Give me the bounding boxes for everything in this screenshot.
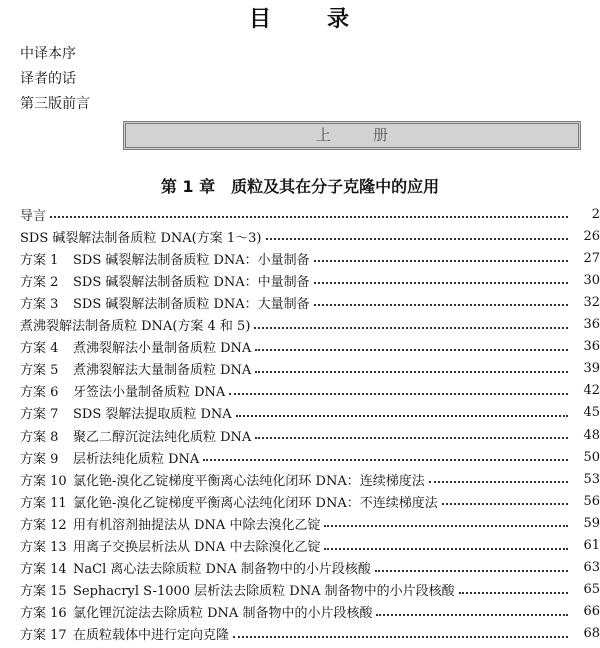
toc-entry-leader-dots [254,327,568,329]
toc-entry-title: 层析法纯化质粒 DNA [73,451,200,467]
toc-entry-leader-dots [50,216,568,218]
toc-entry-protocol-label: 方案 11 [20,495,67,511]
toc-entry-page-number: 63 [583,560,600,576]
front-matter-translator-note[interactable]: 译者的话 [20,71,76,87]
toc-entry-title: 氯化铯-溴化乙锭梯度平衡离心法纯化闭环 DNA：连续梯度法 [73,473,425,489]
toc-entry[interactable] [0,513,600,533]
page-title-char-2: 录 [327,7,352,32]
toc-entry-title: 导言 [20,208,47,224]
toc-entry[interactable] [0,425,600,445]
toc-entry-leader-dots [314,304,568,306]
toc-entry[interactable] [0,381,600,401]
toc-entry-page-number: 26 [583,228,600,244]
toc-entry-title: 煮沸裂解法小量制备质粒 DNA [73,341,252,357]
toc-entry-protocol-label: 方案 10 [20,473,67,489]
toc-entry-title: SDS 碱裂解法制备质粒 DNA(方案 1～3) [20,230,262,246]
front-matter-preface[interactable]: 中译本序 [20,46,76,62]
toc-entry-protocol-label: 方案 15 [20,584,67,600]
toc-entry-page-number: 30 [583,272,600,288]
toc-entry-leader-dots [442,503,568,505]
toc-entry[interactable] [0,624,600,644]
toc-entry-title: SDS 裂解法提取质粒 DNA [73,407,232,423]
toc-entry[interactable] [0,226,600,246]
toc-entry-protocol-label: 方案 8 [20,429,59,445]
toc-entry-title: 牙签法小量制备质粒 DNA [73,385,226,401]
volume-banner [123,121,581,150]
toc-entry[interactable] [0,403,600,423]
toc-entry-protocol-label: 方案 9 [20,451,59,467]
toc-entry-leader-dots [229,393,568,395]
toc-entry-page-number: 2 [591,206,600,222]
toc-entry-page-number: 48 [583,427,600,443]
page-title-char-1: 目 [248,7,273,32]
volume-banner-char-1: 上 [315,126,331,144]
toc-entry-protocol-label: 方案 3 [20,296,59,312]
toc-entry-protocol-label: 方案 12 [20,517,67,533]
toc-entry-leader-dots [376,614,568,616]
toc-entry-page-number: 68 [583,626,600,642]
toc-entry[interactable] [0,469,600,489]
front-matter-third-edition-preface[interactable]: 第三版前言 [20,96,90,112]
toc-entry-protocol-label: 方案 16 [20,606,67,622]
toc-entry-title: Sephacryl S-1000 层析法去除质粒 DNA 制备物中的小片段核酸 [73,584,455,600]
toc-entry-protocol-label: 方案 6 [20,385,59,401]
toc-entry[interactable] [0,292,600,312]
toc-entry-protocol-label: 方案 5 [20,363,59,379]
toc-entry-protocol-label: 方案 14 [20,562,67,578]
page-title [0,2,600,33]
toc-entry-page-number: 42 [583,383,600,399]
toc-entry-title: 氯化锂沉淀法去除质粒 DNA 制备物中的小片段核酸 [73,606,373,622]
toc-entry-leader-dots [314,282,568,284]
toc-entry-page-number: 66 [583,604,600,620]
toc-entry-title: 煮沸裂解法大量制备质粒 DNA [73,363,252,379]
toc-entry-title: NaCl 离心法去除质粒 DNA 制备物中的小片段核酸 [73,562,371,578]
toc-entry-page-number: 53 [583,471,600,487]
toc-entry-title: 在质粒载体中进行定向克隆 [73,628,230,644]
toc-entry-leader-dots [375,570,568,572]
toc-entry-leader-dots [324,525,568,527]
toc-entry-protocol-label: 方案 4 [20,341,59,357]
toc-entry-page-number: 39 [583,361,600,377]
toc-entry[interactable] [0,337,600,357]
toc-entry-leader-dots [314,260,568,262]
toc-entry[interactable] [0,248,600,268]
toc-entry[interactable] [0,558,600,578]
toc-entry-protocol-label: 方案 2 [20,274,59,290]
toc-entry-page-number: 36 [583,317,600,332]
chapter-number: 第 1 章 [160,177,216,196]
toc-entry[interactable] [0,602,600,622]
toc-entry-page-number: 56 [583,493,600,509]
toc-entry-leader-dots [233,636,568,638]
toc-entry-leader-dots [429,481,568,483]
toc-entry-title: 煮沸裂解法制备质粒 DNA(方案 4 和 5) [20,319,251,334]
toc-entry-title: SDS 碱裂解法制备质粒 DNA：小量制备 [73,252,310,268]
toc-entry[interactable] [0,536,600,556]
toc-entry-title: 氯化铯-溴化乙锭梯度平衡离心法纯化闭环 DNA：不连续梯度法 [73,495,438,511]
toc-entry-leader-dots [324,548,568,550]
toc-entry-leader-dots [459,592,568,594]
toc-entry-protocol-label: 方案 1 [20,252,59,268]
toc-entry-leader-dots [255,437,568,439]
toc-entry[interactable] [0,447,600,467]
toc-entry-page-number: 50 [583,449,600,465]
toc-entry[interactable] [0,580,600,600]
toc-entry-protocol-label: 方案 7 [20,407,59,423]
toc-entry[interactable] [0,491,600,511]
toc-entry[interactable] [0,359,600,379]
toc-entry-leader-dots [255,349,568,351]
chapter-heading [0,174,600,197]
toc-entry-protocol-label: 方案 13 [20,540,67,555]
toc-entry-leader-dots [236,415,568,417]
toc-entry-page-number: 36 [583,339,600,355]
toc-entry-title: SDS 碱裂解法制备质粒 DNA：大量制备 [73,296,310,312]
toc-entry-protocol-label: 方案 17 [20,628,67,644]
toc-entry-leader-dots [266,238,568,240]
toc-entry-page-number: 59 [583,515,600,531]
toc-entry[interactable] [0,270,600,290]
toc-entry-page-number: 27 [583,250,600,266]
toc-entry-page-number: 32 [583,294,600,310]
toc-entry-page-number: 65 [583,582,600,598]
volume-banner-char-2: 册 [373,126,389,144]
toc-entry-title: 聚乙二醇沉淀法纯化质粒 DNA [73,429,252,445]
toc-entry-page-number: 61 [583,538,600,553]
toc-entry-title: 用离子交换层析法从 DNA 中去除溴化乙锭 [73,540,321,555]
toc-entry-page-number: 45 [583,405,600,421]
toc-entry[interactable] [0,204,600,224]
toc-entry-title: SDS 碱裂解法制备质粒 DNA：中量制备 [73,274,310,290]
chapter-title: 质粒及其在分子克隆中的应用 [231,177,440,196]
toc-entry-leader-dots [255,371,568,373]
toc-entry-leader-dots [203,459,568,461]
toc-entry-title: 用有机溶剂抽提法从 DNA 中除去溴化乙锭 [73,517,321,533]
toc-entry[interactable] [0,315,600,335]
